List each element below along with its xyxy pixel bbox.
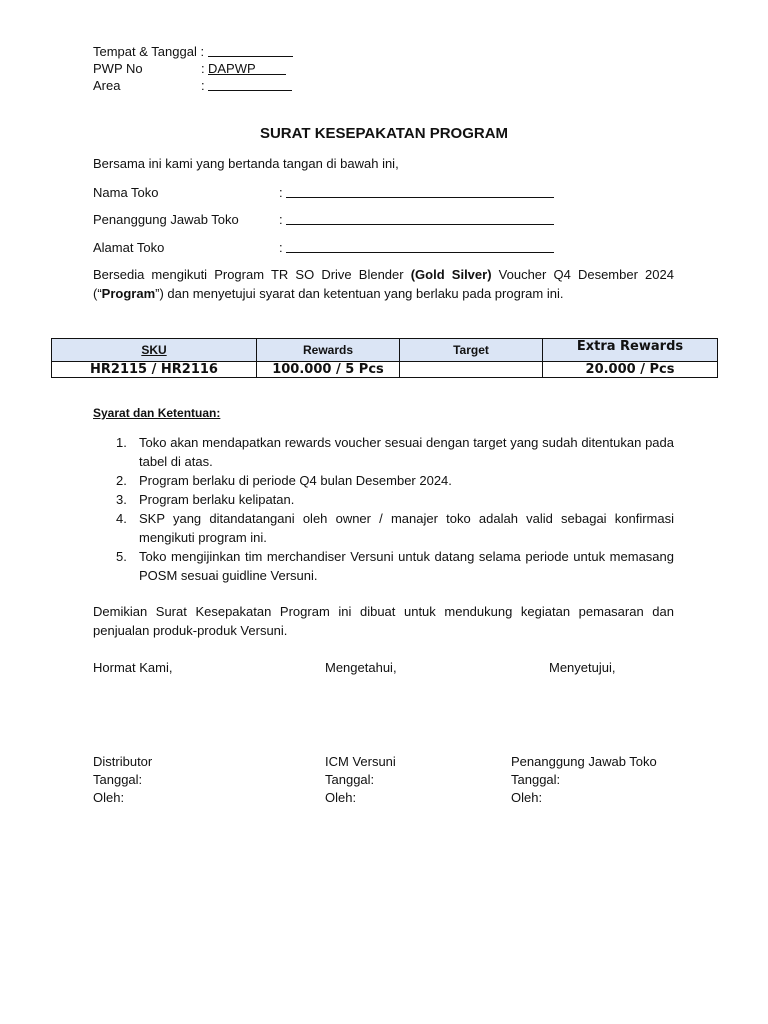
area-label: Area <box>93 78 121 93</box>
list-number: 1. <box>116 435 127 450</box>
field-label: Penanggung Jawab Toko <box>93 212 239 227</box>
list-number: 5. <box>116 549 127 564</box>
store-pic-blank[interactable] <box>286 224 554 225</box>
table-header-target: Target <box>400 339 543 362</box>
greeting-acknowledged: Mengetahui, <box>325 660 397 675</box>
pwp-colon: : <box>201 61 205 76</box>
list-number: 2. <box>116 473 127 488</box>
closing-paragraph: Demikian Surat Kesepakatan Program ini dibuat untuk mendukung kegiatan pemasaran dan penjualan produk-produk Versuni. <box>93 604 674 638</box>
store-name-blank[interactable] <box>286 197 554 198</box>
table-row <box>52 362 718 378</box>
field-colon: : <box>279 240 283 255</box>
field-label: Nama Toko <box>93 185 159 200</box>
signature-date-label: Tanggal: <box>93 772 143 787</box>
document-title: SURAT KESEPAKATAN PROGRAM <box>259 125 509 142</box>
place-date-blank[interactable] <box>208 43 293 57</box>
field-colon: : <box>279 185 283 200</box>
list-number: 4. <box>116 511 127 526</box>
list-item <box>93 471 674 490</box>
signature-block-icm <box>325 753 396 807</box>
field-label: Alamat Toko <box>93 240 165 255</box>
table-cell-target[interactable] <box>400 362 543 378</box>
agreement-paragraph <box>93 265 674 303</box>
agreement-bold-program: Program <box>101 286 156 301</box>
signature-party-name: Penanggung Jawab Toko <box>511 754 657 769</box>
intro-text: Bersama ini kami yang bertanda tangan di bawah ini, <box>93 156 399 171</box>
signature-by-label: Oleh: <box>325 790 357 805</box>
list-item <box>93 547 674 585</box>
terms-heading: Syarat dan Ketentuan: <box>93 406 221 420</box>
table-header-rewards: Rewards <box>257 339 400 362</box>
program-table <box>51 338 718 378</box>
area-colon: : <box>201 78 205 93</box>
greeting-regards: Hormat Kami, <box>93 660 173 675</box>
table-header-extra-rewards: Extra Rewards <box>543 339 718 362</box>
terms-list <box>93 433 674 585</box>
signature-date-label: Tanggal: <box>325 772 375 787</box>
signature-date-label: Tanggal: <box>511 772 561 787</box>
table-header-row <box>52 339 718 362</box>
signature-party-name: ICM Versuni <box>325 754 396 769</box>
list-text: Toko mengijinkan tim merchandiser Versuni untuk datang selama periode untuk memasang POSM sesuai guidline Versuni. <box>139 549 674 583</box>
table-cell-rewards: 100.000 / 5 Pcs <box>257 362 400 378</box>
place-date-label: Tempat & Tanggal : <box>93 44 205 59</box>
table-cell-sku: HR2115 / HR2116 <box>52 362 257 378</box>
pwp-label: PWP No <box>93 61 143 76</box>
greeting-approved: Menyetujui, <box>549 660 616 675</box>
table-cell-extra-rewards: 20.000 / Pcs <box>543 362 718 378</box>
signature-by-label: Oleh: <box>93 790 125 805</box>
store-address-blank[interactable] <box>286 252 554 253</box>
list-text: Program berlaku kelipatan. <box>139 492 295 507</box>
area-blank[interactable] <box>208 77 292 91</box>
signature-block-store <box>511 753 657 807</box>
list-text: Program berlaku di periode Q4 bulan Desember 2024. <box>139 473 452 488</box>
pwp-value[interactable]: DAPWP <box>208 60 286 75</box>
list-item <box>93 490 674 509</box>
agreement-text: Bersedia mengikuti Program TR SO Drive Blender <box>93 267 411 282</box>
agreement-bold-variant: (Gold Silver) <box>410 267 492 282</box>
field-colon: : <box>279 212 283 227</box>
agreement-text: ”) dan menyetujui syarat dan ketentuan yang berlaku pada program ini. <box>155 286 564 301</box>
table-header-sku: SKU <box>52 339 257 362</box>
agreement-text: Voucher Q4 Desember 2024 (“ <box>93 267 674 301</box>
signature-by-label: Oleh: <box>511 790 543 805</box>
list-text: Toko akan mendapatkan rewards voucher sesuai dengan target yang sudah ditentukan pada tabel di atas. <box>139 435 674 469</box>
list-text: SKP yang ditandatangani oleh owner / manajer toko adalah valid sebagai konfirmasi mengikuti program ini. <box>139 511 674 545</box>
list-number: 3. <box>116 492 127 507</box>
list-item <box>93 433 674 471</box>
signature-block-distributor <box>93 753 152 807</box>
list-item <box>93 509 674 547</box>
signature-party-name: Distributor <box>93 754 153 769</box>
